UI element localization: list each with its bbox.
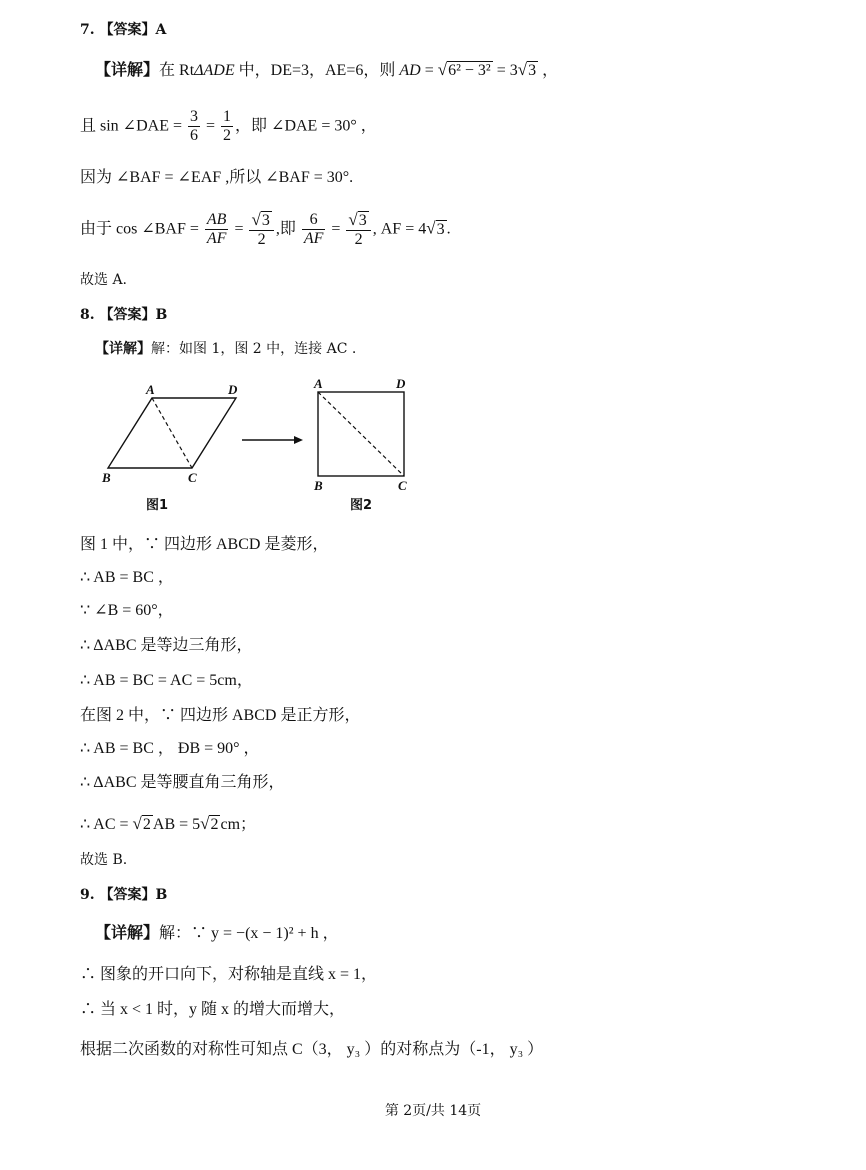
q7-line4-frac1-den: AF — [206, 230, 227, 248]
square-shape — [318, 392, 404, 476]
fig1-label-a: A — [146, 382, 155, 397]
q8-intro: 解：如图 1，图 2 中，连接 AC . — [151, 341, 357, 357]
q7-line4-frac1-num: AB — [205, 211, 229, 230]
fig1-label-d: D — [228, 382, 238, 397]
q8-last-line: ∴ AC = √2 AB = 5√2 cm； — [80, 814, 257, 833]
q7-line4-frac3-num: 6 — [302, 211, 326, 230]
q7-line1: 【详解】在 RtΔADE 中，DE=3，AE=6，则 AD = √6² − 3² = 3√3 ， — [95, 60, 559, 79]
q7-line4-frac4-num: √3 — [346, 210, 370, 231]
q9-heading-label: 【答案】B — [99, 887, 168, 903]
q8-line-7: ∴ ΔABC 是等腰直角三角形， — [80, 774, 285, 791]
q7-line4-frac4 — [346, 210, 370, 250]
q7-line4: 由于 cos ∠BAF = $\frac{AB}{AF}$ = $\frac{√3}{2}$ ,即 $\frac{6}{AF}$ = $\frac{√3}{2}$ , AF = 4√3 . — [80, 210, 451, 249]
q7-line4-frac4-den: 2 — [354, 231, 363, 249]
fig2-caption: 图2 — [350, 498, 373, 513]
q7-line2-frac2 — [221, 108, 233, 146]
q7-line4-dot: . — [446, 220, 451, 238]
q7-line2-pre: 且 sin ∠DAE = — [80, 117, 186, 135]
q8-figures — [96, 372, 426, 517]
q9-line2: ∴ 图象的开口向下，对称轴是直线 x = 1， — [80, 966, 378, 983]
q8-line-6: ∴ AB = BC ， ÐB = 90° ， — [80, 740, 260, 757]
q8-last-end: cm； — [220, 816, 257, 833]
fig1-label-b: B — [102, 470, 111, 485]
q7-heading-label: 【答案】A — [99, 22, 167, 38]
q7-line2-frac2-den: 2 — [223, 127, 232, 145]
q7-line4-frac3-den: AF — [303, 230, 324, 248]
q7-line4-frac2 — [249, 210, 273, 250]
q8-line-2: ∵ ∠B = 60°， — [80, 602, 174, 619]
q7-line4-frac3 — [302, 211, 326, 249]
q8-heading — [80, 307, 167, 324]
q8-last-rad1: 2 — [142, 816, 151, 833]
q8-last-pre: ∴ AC = — [80, 816, 133, 833]
q7-line2-frac2-num: 1 — [221, 108, 233, 127]
q7-line3: 因为 ∠BAF = ∠EAF ,所以 ∠BAF = 30°. — [80, 169, 354, 186]
q9-heading-num: 9. — [80, 887, 95, 903]
fig1-label-c: C — [188, 470, 197, 485]
q9-line3: ∴ 当 x < 1 时，y 随 x 的增大而增大， — [80, 1001, 346, 1018]
fig2-label-a: A — [314, 376, 323, 391]
q7-line4-eq: = — [230, 220, 248, 238]
q8-line-0: 图 1 中，∵ 四边形 ABCD 是菱形， — [80, 536, 329, 553]
q9-line4: 根据二次函数的对称性可知点 C（3， y₃ ）的对称点为（-1， y₃ ） — [80, 1041, 544, 1058]
rhombus-shape — [108, 398, 236, 468]
q7-line1-end: ， — [538, 62, 559, 79]
q7-line2-frac1-den: 6 — [190, 127, 198, 145]
q7-line1-rad: 6² − 3² — [448, 62, 491, 79]
fig2-label-d: D — [396, 376, 406, 391]
q7-line4-frac2-num-rad: 3 — [261, 212, 270, 229]
q8-last-rad2: 2 — [210, 816, 219, 833]
q7-detail-label: 【详解】 — [95, 62, 160, 79]
q7-line4-frac4-num-rad: 3 — [358, 212, 367, 229]
q9-line1-row — [95, 924, 339, 943]
q8-heading-label: 【答案】B — [99, 307, 168, 323]
q9-line1: 解：∵ y = −(x − 1)² + h ， — [159, 925, 339, 942]
q7-line1-mid: 中，DE=3，AE=6，则 — [234, 62, 400, 79]
q7-line4-end: , AF = 4 — [372, 220, 427, 238]
q7-line2-eq: = — [202, 117, 220, 135]
q7-line1-res-rad: 3 — [528, 62, 537, 79]
q7-conclusion: 故选 A. — [80, 272, 128, 288]
q8-line-4: ∴ AB = BC = AC = 5cm， — [80, 672, 253, 689]
q8-line-3: ∴ ΔABC 是等边三角形， — [80, 637, 253, 654]
q7-line2 — [80, 108, 377, 146]
q7-line2-mid: ，即 ∠DAE = 30° ， — [235, 117, 377, 135]
q7-heading-num: 7. — [80, 22, 95, 38]
square-diagonal-ac — [318, 392, 404, 476]
fig1-caption: 图1 — [146, 498, 169, 513]
q7-line1-res: = 3 — [492, 62, 518, 79]
q8-line-1: ∴ AB = BC ， — [80, 569, 174, 586]
page-footer: 第 2页/共 14页 — [384, 1103, 482, 1119]
q7-line4-eq2: = — [327, 220, 345, 238]
q8-line-5: 在图 2 中，∵ 四边形 ABCD 是正方形， — [80, 707, 361, 724]
q9-detail-label: 【详解】 — [95, 925, 160, 942]
q7-heading — [80, 22, 166, 39]
transform-arrow-head — [294, 436, 303, 444]
q7-line4-frac2-den: 2 — [257, 231, 266, 249]
q8-last-mid: AB = 5 — [152, 816, 201, 833]
q7-line1-ad: AD — [399, 62, 421, 79]
q7-line2-frac1 — [188, 108, 200, 146]
fig2-label-b: B — [314, 478, 323, 493]
q9-heading — [80, 887, 167, 904]
rhombus-diagonal-ac — [152, 398, 192, 468]
q8-detail-label: 【详解】 — [95, 341, 151, 357]
q7-line4-mid: ,即 — [275, 220, 300, 238]
q7-line4-end-rad: 3 — [436, 220, 445, 238]
fig2-label-c: C — [398, 478, 407, 493]
q7-line4-frac2-num: √3 — [249, 210, 273, 231]
q7-line1-eq: = — [420, 62, 438, 79]
q8-heading-num: 8. — [80, 307, 95, 323]
q8-intro-line — [95, 341, 356, 358]
q7-line1-text: 在 Rt — [159, 62, 195, 79]
q7-line4-pre: 由于 cos ∠BAF = — [80, 220, 203, 238]
q7-line2-frac1-num: 3 — [188, 108, 200, 127]
q7-line1-tri: ΔADE — [194, 62, 235, 79]
q7-line4-frac1 — [205, 211, 229, 249]
q8-conclusion: 故选 B. — [80, 852, 128, 868]
